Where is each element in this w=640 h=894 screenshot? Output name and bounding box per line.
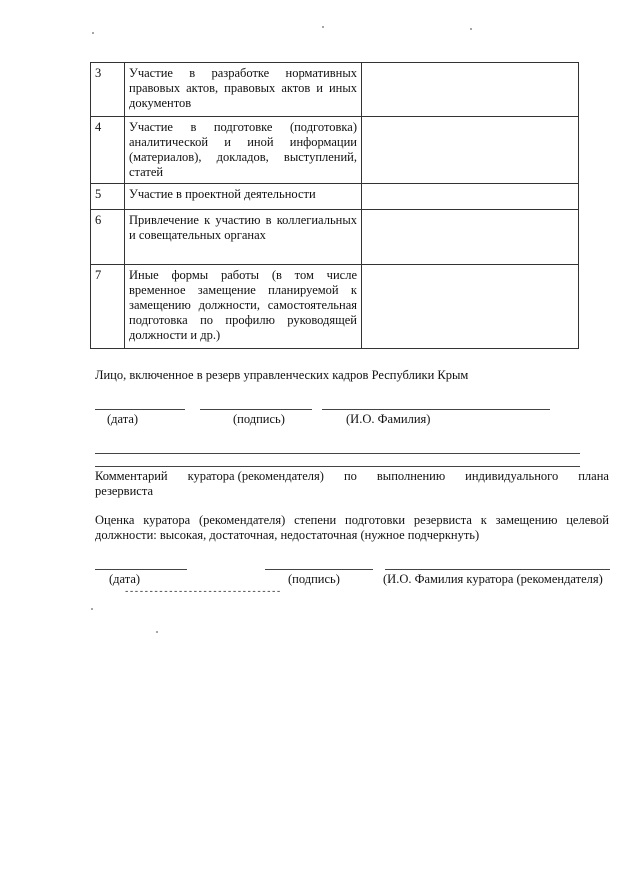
row-activity: Иные формы работы (в том числе временное замещение планируемой к замещению должности, самостоятельная подготовка по профилю руководящей должности и др.) — [125, 265, 362, 349]
date-line — [95, 569, 187, 570]
signature-line — [265, 569, 373, 570]
table-row — [91, 184, 579, 210]
scan-speck — [92, 32, 94, 34]
dashed-line: -------------------------------- — [124, 587, 281, 597]
comment-word: плана — [578, 469, 609, 483]
row-number: 6 — [91, 210, 125, 265]
row-number: 5 — [91, 184, 125, 210]
date-line — [95, 409, 185, 410]
name-label: (И.О. Фамилия) — [346, 412, 431, 426]
curator-name-label: (И.О. Фамилия куратора (рекомендателя) — [383, 572, 603, 586]
comment-line — [95, 453, 580, 454]
table-row — [91, 63, 579, 117]
name-line — [385, 569, 610, 570]
scan-speck — [322, 26, 324, 28]
comment-line — [95, 466, 580, 467]
row-number: 7 — [91, 265, 125, 349]
table-row — [91, 265, 579, 349]
scan-speck — [91, 608, 93, 610]
reservist-caption: Лицо, включенное в резерв управленческих кадров Республики Крым — [95, 368, 469, 382]
table-row — [91, 210, 579, 265]
comment-word: выполнению — [376, 469, 446, 483]
comment-word: по — [343, 469, 357, 483]
table-row — [91, 117, 579, 184]
row-activity: Участие в проектной деятельности — [125, 184, 362, 210]
scan-speck — [470, 28, 472, 30]
row-activity: Привлечение к участию в коллегиальных и совещательных органах — [125, 210, 362, 265]
date-label: (дата) — [109, 572, 141, 586]
comment-word: Комментарий — [95, 469, 168, 483]
activities-table — [90, 62, 579, 349]
row-number: 3 — [91, 63, 125, 117]
scan-speck — [156, 631, 158, 633]
assessment-text-cont: должности: высокая, достаточная, недостаточная (нужное подчеркнуть) — [95, 528, 480, 542]
row-number: 4 — [91, 117, 125, 184]
date-label: (дата) — [107, 412, 139, 426]
name-line — [322, 409, 550, 410]
signature-label: (подпись) — [233, 412, 285, 426]
assessment-text: Оценка куратора (рекомендателя) степени подготовки резервиста к замещению целевой — [95, 513, 609, 527]
comment-word: индивидуального — [465, 469, 559, 483]
comment-caption — [95, 469, 609, 484]
row-note-cell — [362, 184, 579, 210]
signature-line — [200, 409, 312, 410]
row-note-cell — [362, 117, 579, 184]
comment-caption-cont: резервиста — [95, 484, 153, 498]
comment-word: куратора (рекомендателя) — [187, 469, 324, 483]
row-note-cell — [362, 63, 579, 117]
row-activity: Участие в разработке нормативных правовых актов, правовых актов и иных документов — [125, 63, 362, 117]
row-note-cell — [362, 265, 579, 349]
signature-label: (подпись) — [288, 572, 340, 586]
row-activity: Участие в подготовке (подготовка) аналитической и иной информации (материалов), докладов, выступлений, статей — [125, 117, 362, 184]
row-note-cell — [362, 210, 579, 265]
